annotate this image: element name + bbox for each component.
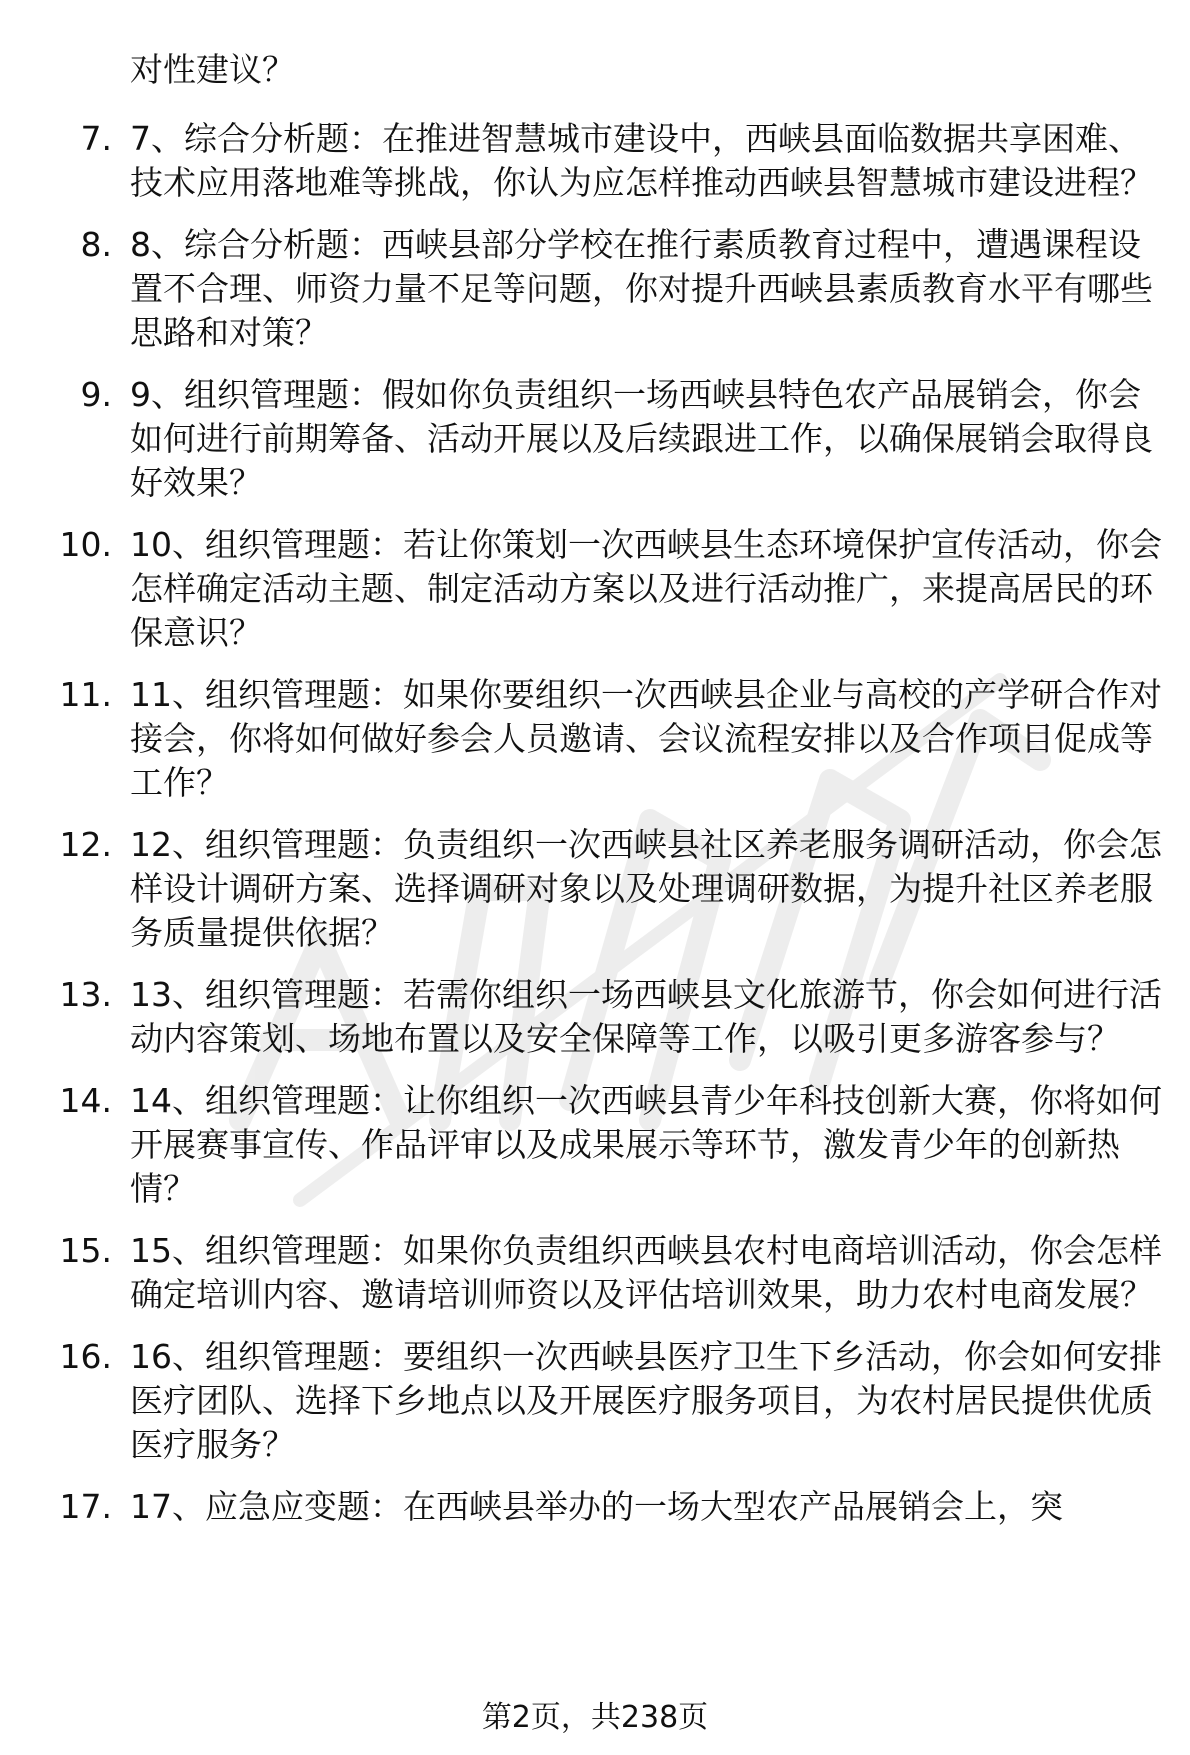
question-text: 11、组织管理题：如果你要组织一次西峡县企业与高校的产学研合作对接会，你将如何做好参会人员邀请、会议流程安排以及合作项目促成等工作？ (130, 675, 1162, 802)
list-item (0, 1485, 1170, 1529)
list-item (0, 373, 1170, 505)
question-number: 9. (80, 375, 112, 414)
list-item (0, 223, 1170, 355)
question-number: 11. (59, 675, 112, 714)
question-number: 14. (59, 1081, 112, 1120)
question-text: 17、应急应变题：在西峡县举办的一场大型农产品展销会上，突 (130, 1487, 1063, 1526)
question-text: 13、组织管理题：若需你组织一场西峡县文化旅游节，你会如何进行活动内容策划、场地布置以及安全保障等工作，以吸引更多游客参与？ (130, 975, 1162, 1058)
list-item (0, 523, 1170, 655)
page-footer: 第2页，共238页 (481, 1700, 709, 1735)
list-item (0, 673, 1170, 805)
question-number: 12. (59, 825, 112, 864)
question-list (0, 117, 1190, 1547)
continuation-text: 对性建议？ (130, 50, 295, 89)
question-text: 16、组织管理题：要组织一次西峡县医疗卫生下乡活动，你会如何安排医疗团队、选择下乡地点以及开展医疗服务项目，为农村居民提供优质医疗服务？ (130, 1337, 1162, 1464)
question-number: 7. (80, 119, 112, 158)
question-number: 13. (59, 975, 112, 1014)
question-number: 8. (80, 225, 112, 264)
list-item (0, 1079, 1170, 1211)
list-item (0, 1335, 1170, 1467)
question-text: 7、综合分析题：在推进智慧城市建设中，西峡县面临数据共享困难、技术应用落地难等挑战，你认为应怎样推动西峡县智慧城市建设进程？ (130, 119, 1153, 202)
question-text: 8、综合分析题：西峡县部分学校在推行素质教育过程中，遭遇课程设置不合理、师资力量不足等问题，你对提升西峡县素质教育水平有哪些思路和对策？ (130, 225, 1153, 352)
question-text: 10、组织管理题：若让你策划一次西峡县生态环境保护宣传活动，你会怎样确定活动主题、制定活动方案以及进行活动推广，来提高居民的环保意识？ (130, 525, 1162, 652)
list-item (0, 823, 1170, 955)
question-text: 9、组织管理题：假如你负责组织一场西峡县特色农产品展销会，你会如何进行前期筹备、活动开展以及后续跟进工作，以确保展销会取得良好效果？ (130, 375, 1153, 502)
question-number: 16. (59, 1337, 112, 1376)
list-item (0, 117, 1170, 205)
question-text: 15、组织管理题：如果你负责组织西峡县农村电商培训活动，你会怎样确定培训内容、邀请培训师资以及评估培训效果，助力农村电商发展？ (130, 1231, 1162, 1314)
list-item (0, 1229, 1170, 1317)
question-number: 17. (59, 1487, 112, 1526)
list-item (0, 973, 1170, 1061)
question-number: 10. (59, 525, 112, 564)
question-text: 12、组织管理题：负责组织一次西峡县社区养老服务调研活动，你会怎样设计调研方案、选择调研对象以及处理调研数据，为提升社区养老服务质量提供依据？ (130, 825, 1162, 952)
question-number: 15. (59, 1231, 112, 1270)
question-text: 14、组织管理题：让你组织一次西峡县青少年科技创新大赛，你将如何开展赛事宣传、作品评审以及成果展示等环节，激发青少年的创新热情？ (130, 1081, 1162, 1208)
